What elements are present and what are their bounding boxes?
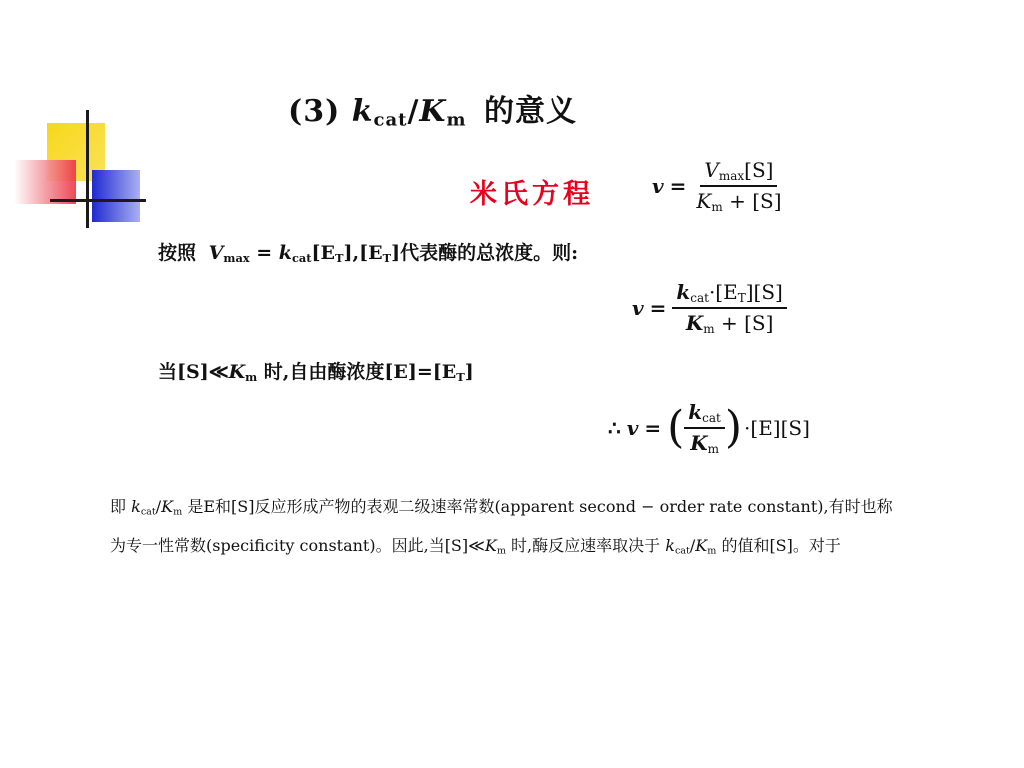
rate-equation: v = $\frac{k_{cat}\cdot[E_T][S]}{K_m + [S]}$ [632,280,787,336]
mm-fraction: $\frac{V_{max}[S]}{K_m + [S]}$ [696,158,782,214]
kcat-km-fraction: $\frac{k_{cat}}{K_m}$ [684,400,725,456]
text-line-vmax: 按照 $V_{max} = k_{cat}[E_T],[E_T]$代表酶的总浓度。则: [158,242,579,265]
rate-fraction: $\frac{k_{cat}\cdot[E_T][S]}{K_m + [S]}$ [672,280,786,336]
deco-blue-square [92,170,140,222]
paragraph-line-1: 即 $k_{cat}/K_m$ 是E和[S]反应形成产物的表观二级速率常数(apparent second − order rate constant),有时也称 [110,497,893,518]
mm-equation-label: 米氏方程 [470,179,594,210]
deco-red-square [14,160,76,204]
deco-horizontal-line [50,199,146,202]
text-line-condition: 当$[S]≪K_m$ 时,自由酶浓度$[E]=[E_T]$ [158,361,474,384]
page-title: (3) $k_{cat}/K_m$ 的意义 [288,94,577,131]
deco-vertical-line [86,110,89,228]
paragraph-line-2: 为专一性常数(specificity constant)。因此,当$[S]≪K_m$ 时,酶反应速率取决于 $k_{cat}/K_m$ 的值和[S]。对于 [110,536,841,557]
explanation-paragraph [110,490,990,569]
simplified-equation: ∴ v = ( $\frac{k_{cat}}{K_m}$ ) ·[E][S] [608,400,810,456]
mm-equation: v = $\frac{V_{max}[S]}{K_m + [S]}$ [652,158,786,214]
